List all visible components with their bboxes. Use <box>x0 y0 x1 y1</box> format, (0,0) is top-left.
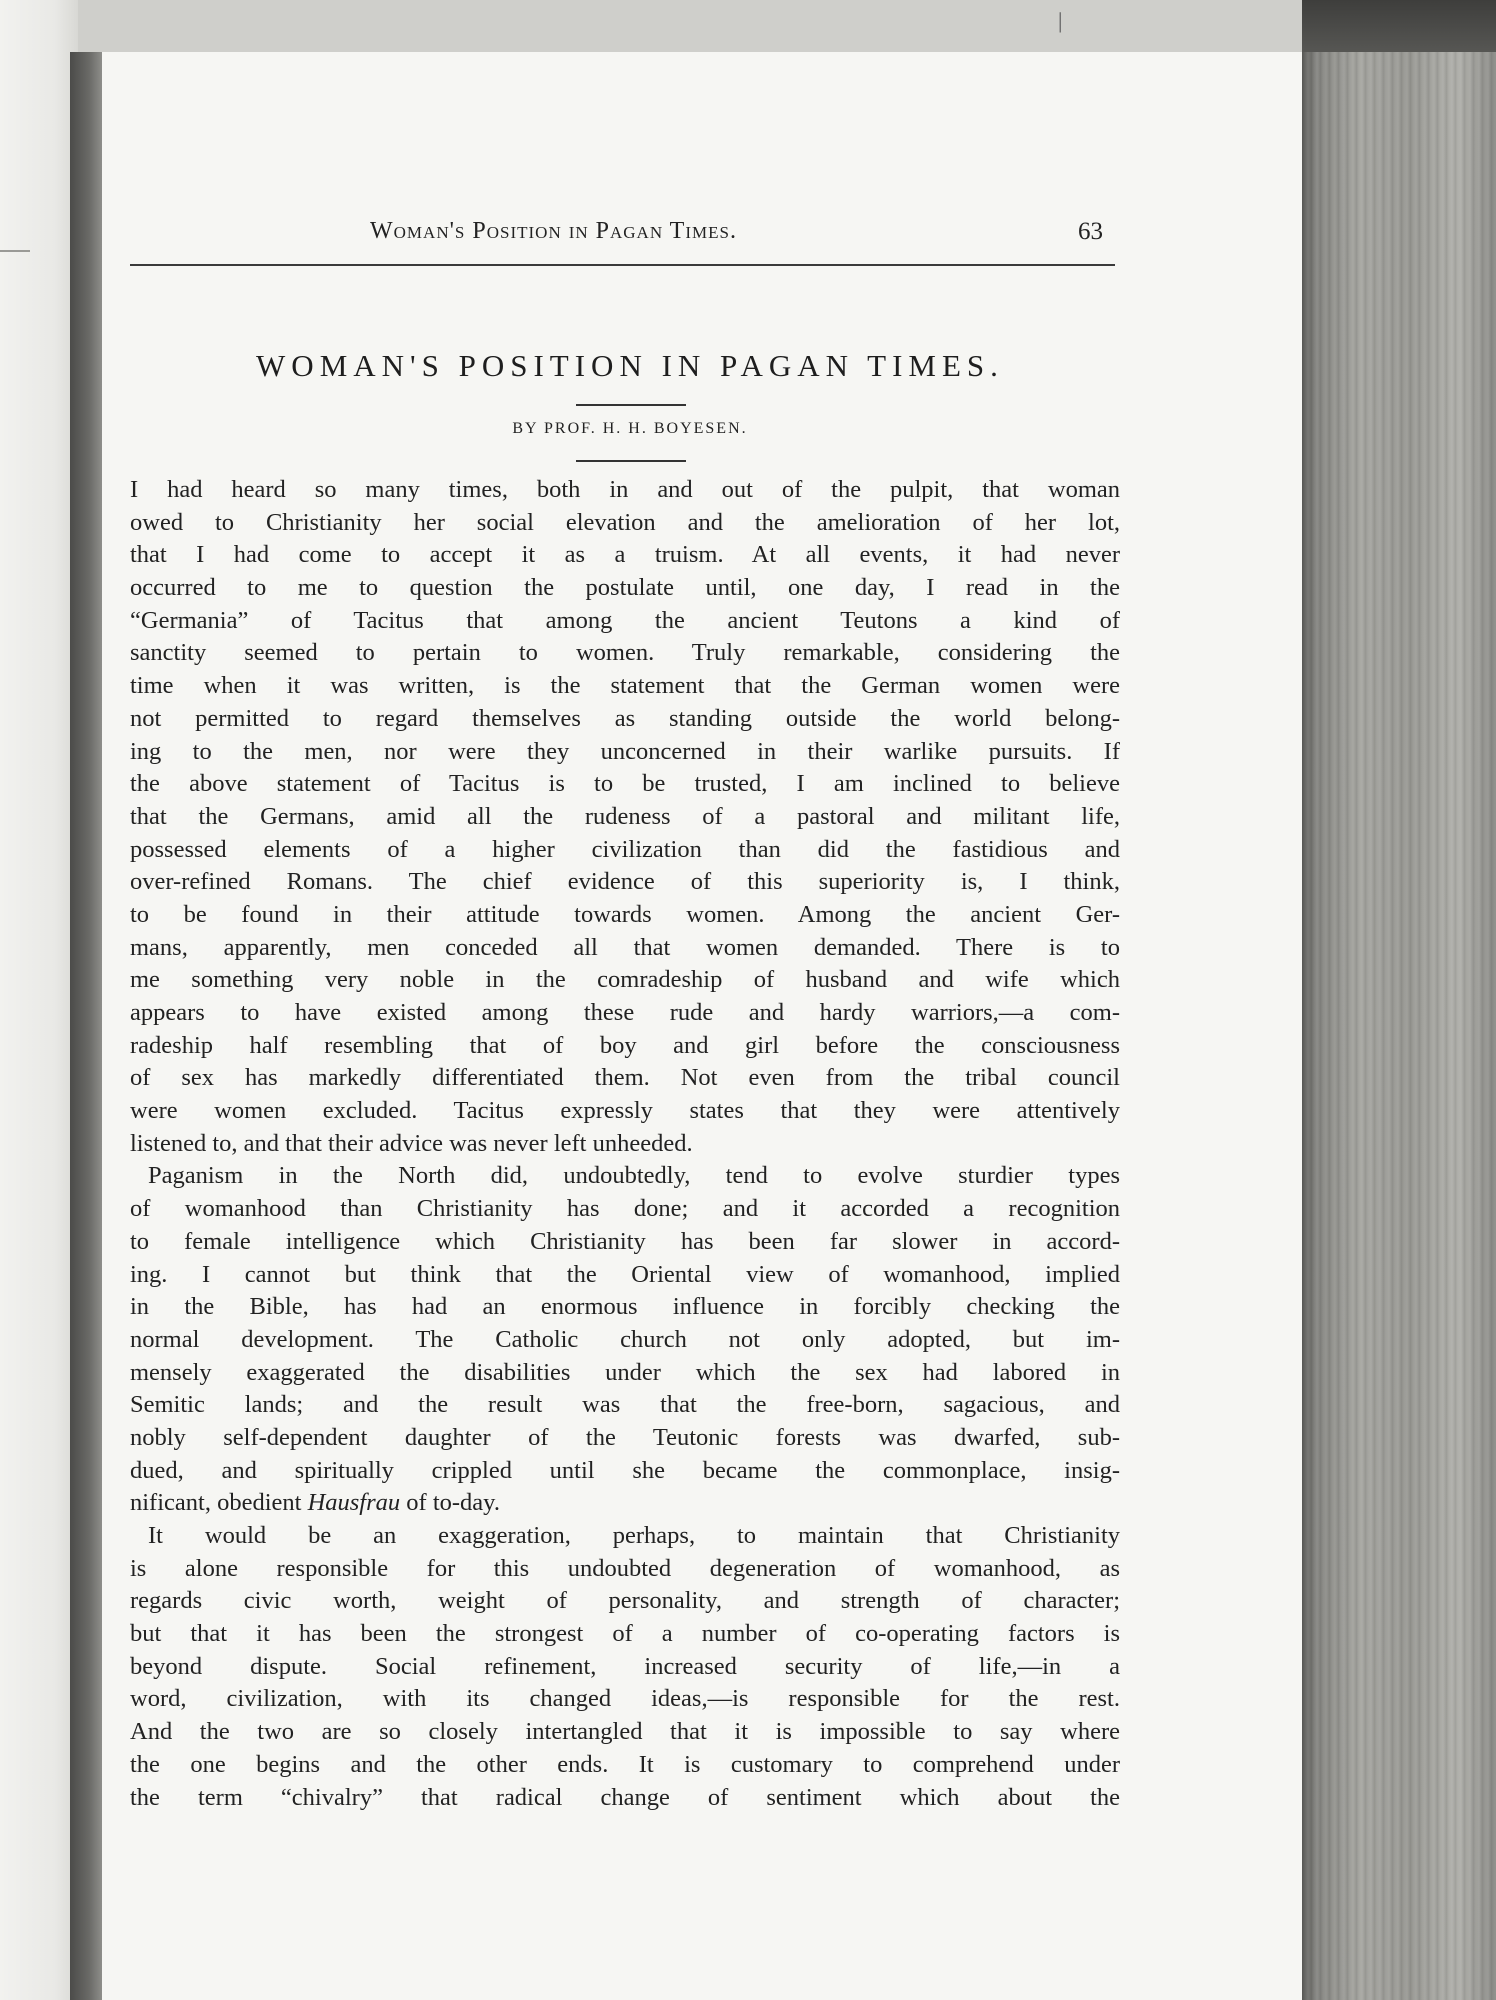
text-line: beyond dispute. Social refinement, increased security of life,—in a <box>130 1652 1120 1680</box>
text-line: to female intelligence which Christianity has been far slower in accord- <box>130 1227 1120 1255</box>
text-line: of sex has markedly differentiated them. Not even from the tribal council <box>130 1064 1120 1092</box>
text-line: to be found in their attitude towards women. Among the ancient Ger- <box>130 900 1120 928</box>
text-line: Paganism in the North did, undoubtedly, tend to evolve sturdier types <box>148 1162 1120 1190</box>
text-line: I had heard so many times, both in and out of the pulpit, that woman <box>130 476 1120 503</box>
text-line: listened to, and that their advice was never left unheeded. <box>130 1129 693 1157</box>
text-line: the above statement of Tacitus is to be trusted, I am inclined to believe <box>130 770 1120 798</box>
text-line: Semitic lands; and the result was that the free-born, sagacious, and <box>130 1391 1120 1419</box>
text-line: ing. I cannot but think that the Oriental view of womanhood, implied <box>130 1260 1120 1288</box>
text-line: that the Germans, amid all the rudeness of a pastoral and militant life, <box>130 802 1120 830</box>
text-line: over-refined Romans. The chief evidence of this superiority is, I think, <box>130 868 1120 896</box>
text-line: mensely exaggerated the disabilities under which the sex had labored in <box>130 1358 1120 1386</box>
text-line: owed to Christianity her social elevation and the amelioration of her lot, <box>130 508 1120 536</box>
article-byline: BY PROF. H. H. BOYESEN. <box>512 420 748 437</box>
page-number: 63 <box>1078 218 1103 245</box>
text-line: the term “chivalry” that radical change of sentiment which about the <box>130 1783 1120 1811</box>
header-rule <box>130 264 1115 266</box>
text-line: of womanhood than Christianity has done; and it accorded a recognition <box>130 1195 1120 1223</box>
title-rule <box>576 404 686 406</box>
text-line: sanctity seemed to pertain to women. Truly remarkable, considering the <box>130 639 1120 667</box>
text-line: normal development. The Catholic church not only adopted, but im- <box>130 1325 1120 1353</box>
text-line: “Germania” of Tacitus that among the ancient Teutons a kind of <box>130 606 1120 634</box>
text-line: that I had come to accept it as a truism. At all events, it had never <box>130 541 1120 569</box>
text-line: nificant, obedient Hausfrau of to-day. <box>130 1489 500 1517</box>
text-line: nobly self-dependent daughter of the Teutonic forests was dwarfed, sub- <box>130 1423 1120 1451</box>
text-line: word, civilization, with its changed ideas,—is responsible for the rest. <box>130 1685 1120 1713</box>
text-line: radeship half resembling that of boy and girl before the consciousness <box>130 1031 1120 1059</box>
article-body <box>130 474 1120 1814</box>
text-line: mans, apparently, men conceded all that women demanded. There is to <box>130 933 1120 961</box>
text-line: me something very noble in the comradeship of husband and wife which <box>130 966 1120 994</box>
text-line: is alone responsible for this undoubted degeneration of womanhood, as <box>130 1554 1120 1582</box>
article-title: WOMAN'S POSITION IN PAGAN TIMES. <box>256 348 1004 383</box>
text-line: the one begins and the other ends. It is customary to comprehend under <box>130 1750 1120 1778</box>
text-line: not permitted to regard themselves as standing outside the world belong- <box>130 704 1120 732</box>
text-line: but that it has been the strongest of a number of co-operating factors is <box>130 1620 1120 1648</box>
running-head: Woman's Position in Pagan Times. <box>370 218 737 244</box>
text-line: It would be an exaggeration, perhaps, to maintain that Christianity <box>148 1522 1120 1549</box>
scan-mark: | <box>1058 8 1063 33</box>
text-line: in the Bible, has had an enormous influence in forcibly checking the <box>130 1293 1120 1321</box>
italic-term: Hausfrau <box>307 1489 401 1517</box>
facing-page-mark <box>0 250 30 252</box>
page-edges <box>1302 52 1496 2000</box>
text-line: were women excluded. Tacitus expressly states that they were attentively <box>130 1097 1120 1125</box>
text-line: time when it was written, is the statement that the German women were <box>130 672 1120 700</box>
text-line: dued, and spiritually crippled until she became the commonplace, insig- <box>130 1456 1120 1484</box>
book-cover-top <box>1302 0 1496 60</box>
book-gutter <box>70 52 102 2000</box>
text-line: regards civic worth, weight of personality, and strength of character; <box>130 1587 1120 1615</box>
facing-page-edge <box>0 0 78 2000</box>
byline-rule <box>576 460 686 462</box>
text-line: appears to have existed among these rude and hardy warriors,—a com- <box>130 999 1120 1026</box>
text-line: ing to the men, nor were they unconcerned in their warlike pursuits. If <box>130 737 1120 765</box>
text-line: possessed elements of a higher civilization than did the fastidious and <box>130 835 1120 863</box>
text-line: occurred to me to question the postulate until, one day, I read in the <box>130 574 1120 602</box>
text-line: And the two are so closely intertangled that it is impossible to say where <box>130 1718 1120 1746</box>
